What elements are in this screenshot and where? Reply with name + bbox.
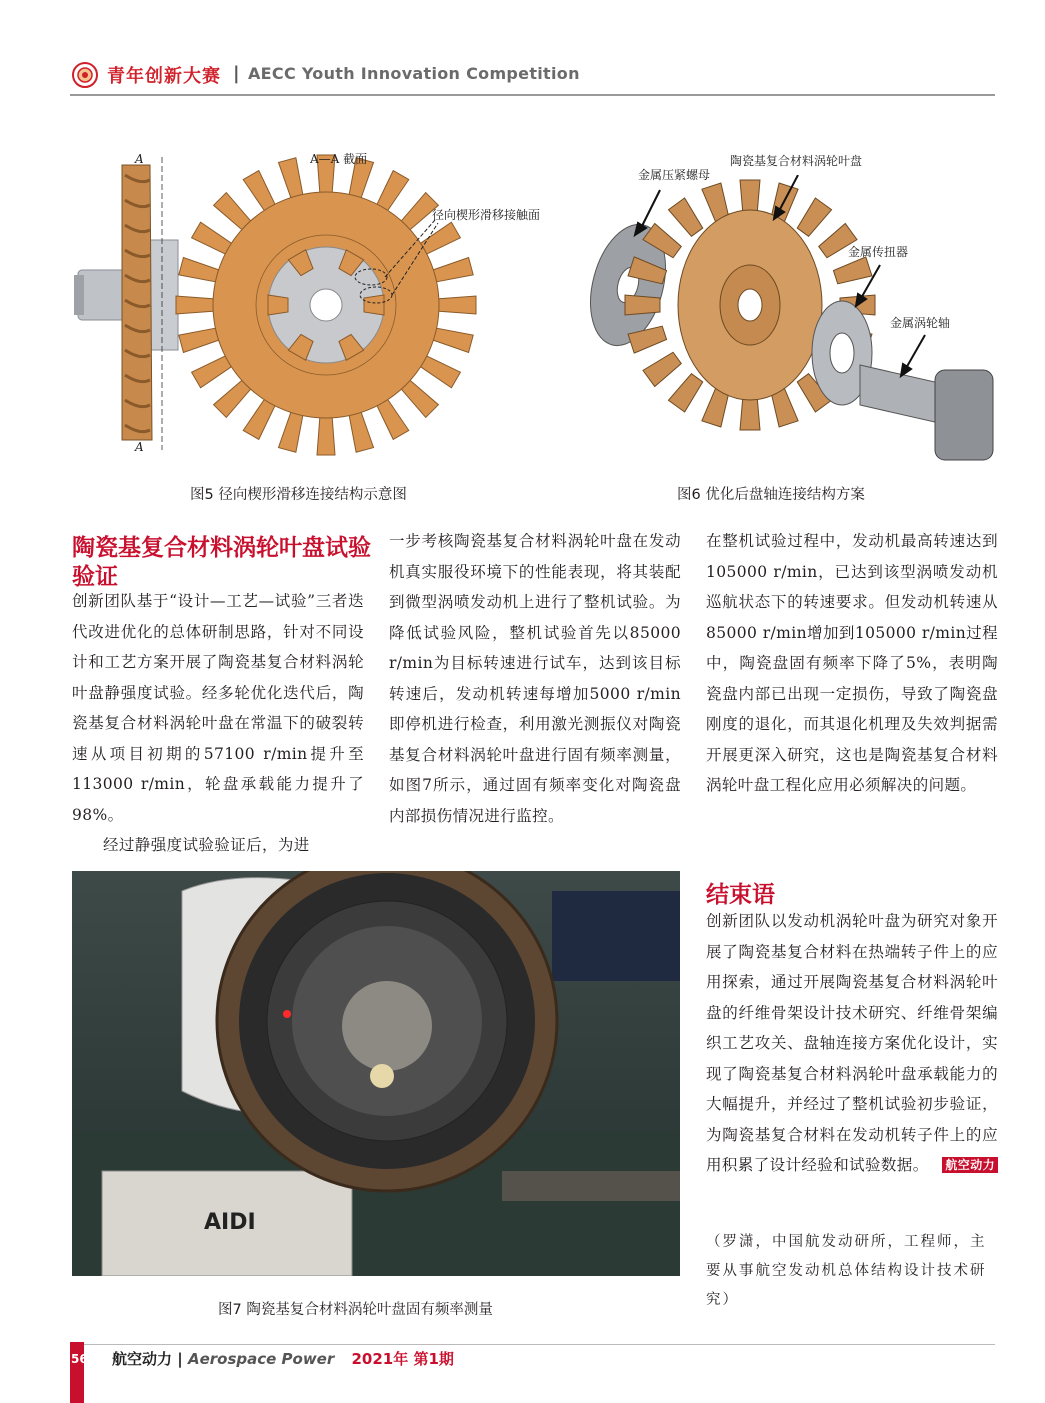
fig6-label-shaft: 金属涡轮轴 [890,316,951,330]
footer-sep: | [177,1350,183,1368]
fig5-label-contact: 径向楔形滑移接触面 [432,208,541,222]
author-note: （罗潇，中国航发动研所，工程师，主要从事航空发动机总体结构设计技术研究） [706,1234,987,1308]
fig6-label-torque: 金属传扭器 [848,245,909,259]
fig6-label-nut: 金属压紧螺母 [638,168,711,182]
fig5-caption: 图5 径向楔形滑移连接结构示意图 [190,487,407,503]
footer-journal-cn: 航空动力 [112,1350,173,1368]
footer-journal [112,1348,454,1369]
section-title-ceramic-test: 陶瓷基复合材料涡轮叶盘试验验证 [72,535,371,590]
fig5-label-a-bottom: A [135,440,144,454]
conclusion-text: 创新团队以发动机涡轮叶盘为研究对象开展了陶瓷基复合材料在热端转子件上的应用探索，通过开展陶瓷基复合材料涡轮叶盘的纤维骨架设计技术研究、纤维骨架编织工艺攻关、盘轴连接方案优化设计，实现了陶瓷基复合材料涡轮叶盘承载能力的大幅提升，并经过了整机试验初步验证，为陶瓷基复合材料在发动机转子件上的应用积累了设计经验和试验数据。 [706,912,998,1174]
paragraph-1: 创新团队基于“设计—工艺—试验”三者迭代改进优化的总体研制思路，针对不同设计和工艺方案开展了陶瓷基复合材料涡轮叶盘静强度试验。经多轮优化迭代后，陶瓷基复合材料涡轮叶盘在常温下的破裂转速从项目初期的57100 r/min提升至113000 r/min，轮盘承载能力提升了98%。 [72,592,364,824]
column-4 [706,906,998,1181]
paragraph-2: 经过静强度试验验证后，为进 [103,836,310,854]
header-title-cn: 青年创新大赛 [107,66,221,87]
figure-7-photo [72,871,680,1276]
figure-5-illustration [70,145,570,465]
column-1 [72,586,364,861]
header-separator: | [233,63,240,84]
fig6-caption: 图6 优化后盘轴连接结构方案 [677,487,865,503]
competition-logo-icon [72,62,98,88]
header-rule [70,94,995,96]
footer-rule [84,1344,995,1345]
page-number: 56 [71,1352,88,1366]
section-title-conclusion: 结束语 [706,882,775,908]
fig7-brand: AIDI [204,1210,256,1235]
footer-journal-en: Aerospace Power [187,1350,335,1368]
fig7-caption: 图7 陶瓷基复合材料涡轮叶盘固有频率测量 [218,1302,493,1318]
fig6-label-disk: 陶瓷基复合材料涡轮叶盘 [730,154,863,168]
footer-issue: 2021年 第1期 [351,1350,454,1368]
fig5-label-section: A—A 截面 [310,152,368,166]
fig5-label-a-top: A [135,152,144,166]
column-2 [389,526,681,831]
header-title-en: AECC Youth Innovation Competition [248,64,580,83]
column-3 [706,526,998,801]
paragraph-conclusion [706,906,998,1181]
end-badge: 航空动力 [942,1157,998,1173]
paragraph-3: 一步考核陶瓷基复合材料涡轮叶盘在发动机真实服役环境下的性能表现，将其装配到微型涡喷发动机上进行了整机试验。为降低试验风险，整机试验首先以85000 r/min为目标转速进行试车，达到该目标转速后，发动机转速每增加5000 r/min即停机进行检查，利用激光测振仪对陶瓷基复合材料涡轮叶盘进行固有频率测量，如图7所示，通过固有频率变化对陶瓷盘内部损伤情况进行监控。 [389,532,681,825]
paragraph-4: 在整机试验过程中，发动机最高转速达到105000 r/min，已达到该型涡喷发动机巡航状态下的转速要求。但发动机转速从85000 r/min增加到105000 r/min过程中，陶瓷盘固有频率下降了5%，表明陶瓷盘内部已出现一定损伤，导致了陶瓷盘刚度的退化，而其退化机理及失效判据需开展更深入研究，这也是陶瓷基复合材料涡轮叶盘工程化应用必须解决的问题。 [706,532,998,794]
